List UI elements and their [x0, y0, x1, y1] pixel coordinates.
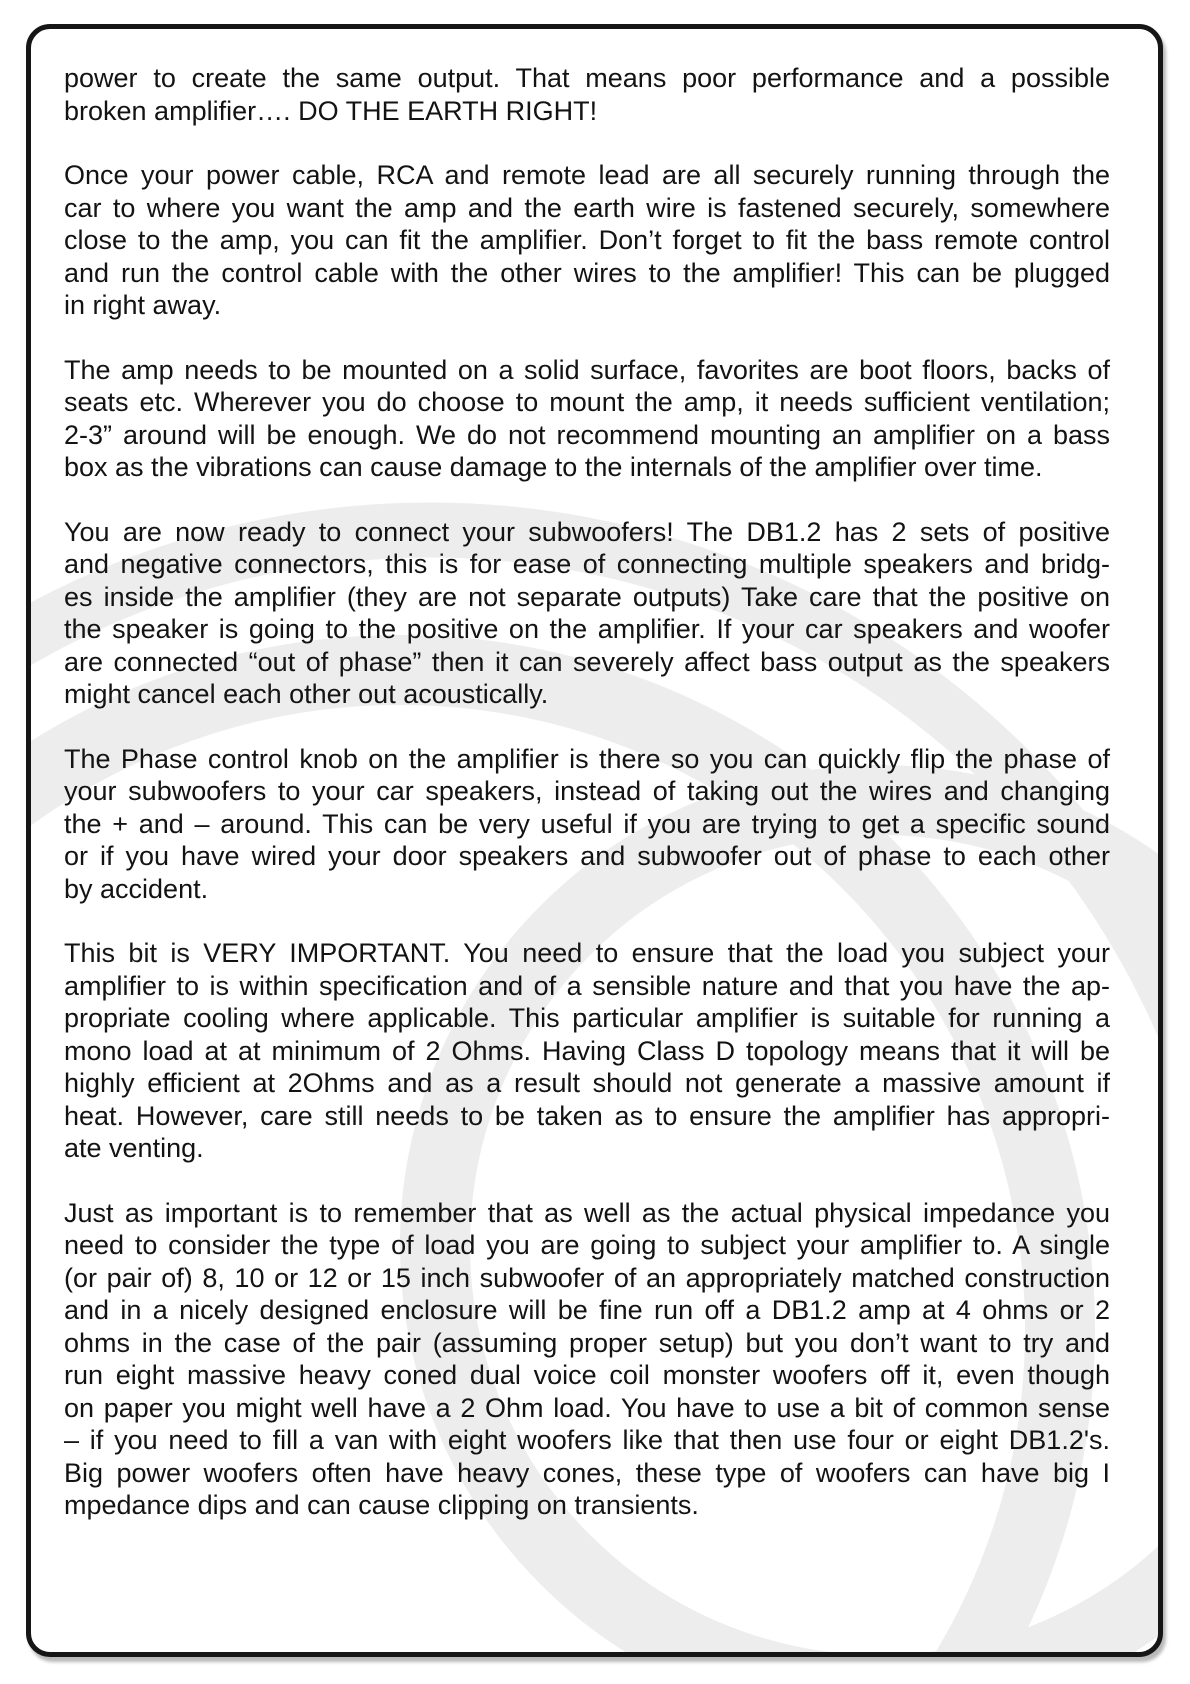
- paragraph: [64, 937, 1110, 1165]
- text-line: on paper you might well have a 2 Ohm load. You have to use a bit of common sense: [64, 1392, 1110, 1423]
- text-line: car to where you want the amp and the earth wire is fastened securely, somewhere: [64, 192, 1110, 223]
- text-line: Once your power cable, RCA and remote lead are all securely running through the: [64, 160, 1110, 190]
- text-line: ate venting.: [64, 1133, 204, 1163]
- text-line: The Phase control knob on the amplifier is there so you can quickly flip the phase of: [64, 743, 1110, 774]
- text-line: and run the control cable with the other wires to the amplifier! This can be plugged: [64, 257, 1110, 288]
- text-line: mpedance dips and can cause clipping on transients.: [64, 1490, 699, 1520]
- text-line: are connected “out of phase” then it can severely affect bass output as the speakers: [64, 646, 1110, 677]
- paragraph: [64, 743, 1110, 906]
- text-line: ohms in the case of the pair (assuming proper setup) but you don’t want to try and: [64, 1327, 1110, 1358]
- text-line: run eight massive heavy coned dual voice coil monster woofers off it, even though: [64, 1360, 1110, 1390]
- text-line: heat. However, care still needs to be taken as to ensure the amplifier has appropri-: [64, 1100, 1110, 1131]
- text-line: box as the vibrations can cause damage to the internals of the amplifier over time.: [64, 452, 1043, 482]
- text-line: broken amplifier…. DO THE EARTH RIGHT!: [64, 95, 598, 126]
- text-line: mono load at at minimum of 2 Ohms. Having Class D topology means that it will be: [64, 1035, 1110, 1066]
- text-line: The amp needs to be mounted on a solid surface, favorites are boot floors, backs of: [64, 354, 1110, 385]
- paragraph: [64, 62, 1110, 127]
- text-line: propriate cooling where applicable. This particular amplifier is suitable for running a: [64, 1003, 1110, 1033]
- text-line: amplifier to is within specification and of a sensible nature and that you have the ap-: [64, 970, 1110, 1001]
- paragraph: [64, 1197, 1110, 1522]
- paragraph: [64, 159, 1110, 322]
- text-line: need to consider the type of load you are going to subject your amplifier to. A single: [64, 1230, 1110, 1260]
- text-line: highly efficient at 2Ohms and as a result should not generate a massive amount if: [64, 1068, 1110, 1098]
- text-line: the speaker is going to the positive on the amplifier. If your car speakers and woofer: [64, 614, 1110, 644]
- text-line: Big power woofers often have heavy cones, these type of woofers can have big I: [64, 1457, 1110, 1488]
- text-line: close to the amp, you can fit the amplifier. Don’t forget to fit the bass remote control: [64, 225, 1110, 255]
- text-line: (or pair of) 8, 10 or 12 or 15 inch subwoofer of an appropriately matched construction: [64, 1262, 1110, 1293]
- text-line: You are now ready to connect your subwoofers! The DB1.2 has 2 sets of positive: [64, 516, 1110, 547]
- text-line: – if you need to fill a van with eight woofers like that then use four or eight DB1.2's.: [64, 1425, 1110, 1455]
- text-line: This bit is VERY IMPORTANT. You need to ensure that the load you subject your: [64, 938, 1110, 968]
- text-line: might cancel each other out acoustically.: [64, 679, 549, 709]
- document-text: [64, 62, 1110, 1522]
- paragraph: [64, 516, 1110, 711]
- text-line: the + and – around. This can be very useful if you are trying to get a specific sound: [64, 808, 1110, 839]
- text-line: and in a nicely designed enclosure will be fine run off a DB1.2 amp at 4 ohms or 2: [64, 1295, 1110, 1325]
- paragraph: [64, 354, 1110, 484]
- text-line: power to create the same output. That means poor performance and a possible: [64, 63, 1110, 93]
- page-border-frame: [26, 24, 1163, 1657]
- text-line: es inside the amplifier (they are not separate outputs) Take care that the positive on: [64, 581, 1110, 612]
- text-line: your subwoofers to your car speakers, instead of taking out the wires and changing: [64, 776, 1110, 806]
- text-line: seats etc. Wherever you do choose to mount the amp, it needs sufficient ventilation;: [64, 387, 1110, 417]
- text-line: by accident.: [64, 873, 209, 904]
- text-line: in right away.: [64, 290, 222, 320]
- text-line: or if you have wired your door speakers and subwoofer out of phase to each other: [64, 841, 1110, 871]
- text-line: Just as important is to remember that as well as the actual physical impedance you: [64, 1197, 1110, 1228]
- text-line: 2-3” around will be enough. We do not recommend mounting an amplifier on a bass: [64, 419, 1110, 450]
- text-line: and negative connectors, this is for ease of connecting multiple speakers and bridg-: [64, 549, 1110, 579]
